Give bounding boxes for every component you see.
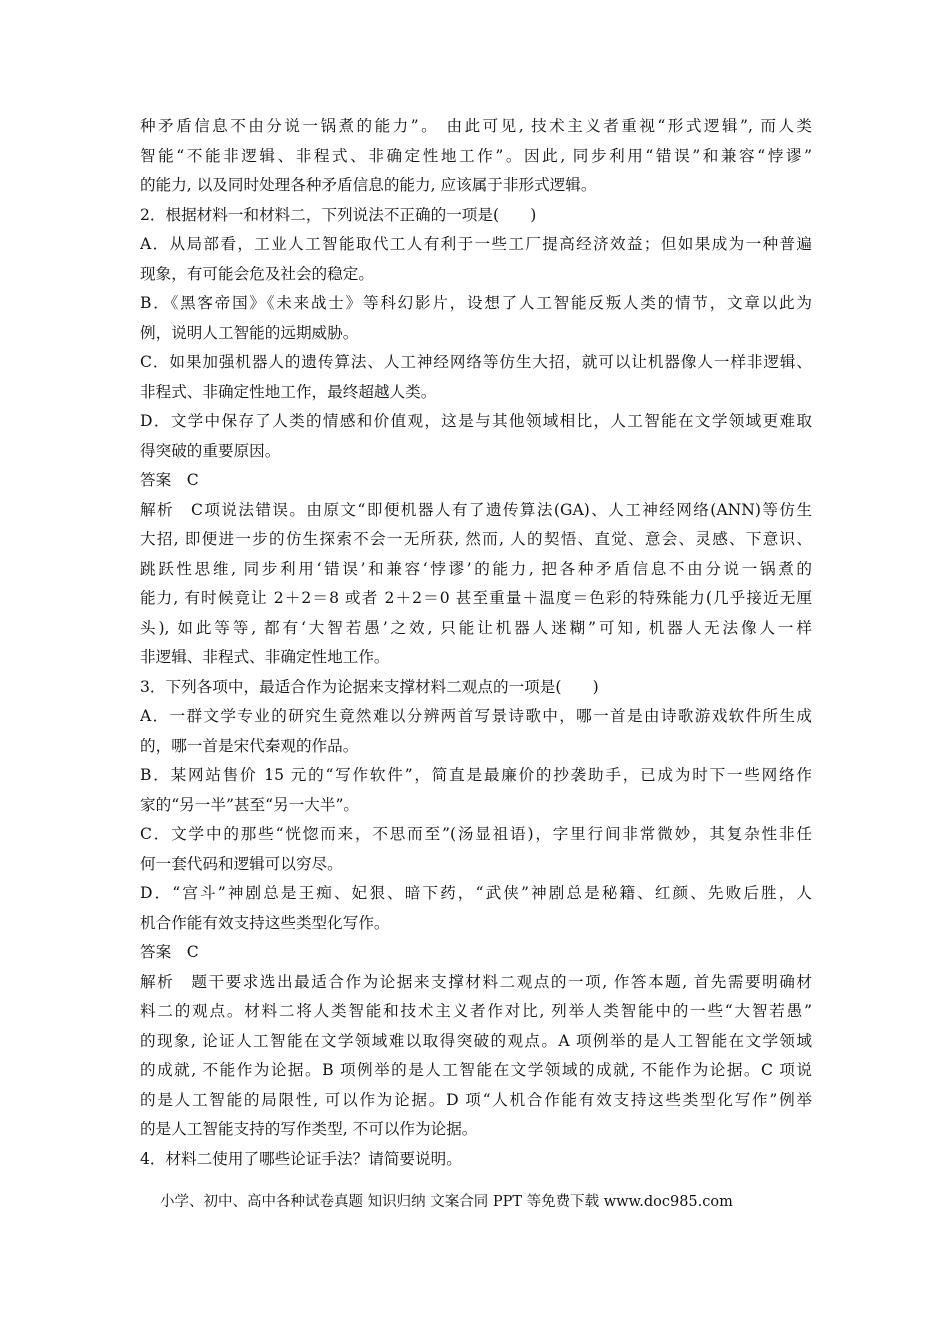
question-2-stem: 2．根据材料一和材料二，下列说法不正确的一项是( ) [140,205,537,224]
analysis-line: 的是人工智能的局限性, 可以作为论据。D 项“人机合作能有效支持这些类型化写作”例举 [140,1090,812,1109]
option-b-line: 家的“另一半”甚至“另一大半”。 [140,795,360,814]
option-d-line: D．文学中保存了人类的情感和价值观，这是与其他领域相比，人工智能在文学领域更难取 [140,412,812,430]
analysis-line: 跳跃性思维, 同步利用‘错误’和兼容‘悖谬’的能力, 把各种矛盾信息不由分说一锅煮的 [140,559,812,578]
page-footer: 小学、初中、高中各种试卷真题 知识归纳 文案合同 PPT 等免费下载 www.doc985.com [160,1194,733,1210]
analysis-line: 的成就, 不能作为论据。B 项例举的是人工智能在文学领域的成就, 不能作为论据。C 项说 [140,1061,812,1079]
analysis-line: 非逻辑、非程式、非确定性地工作。 [140,648,390,666]
text-line: 智能“不能非逻辑、非程式、非确定性地工作”。因此, 同步利用“错误”和兼容“悖谬” [140,146,812,165]
question-3-stem: 3．下列各项中，最适合作为论据来支撑材料二观点的一项是( ) [140,677,599,696]
option-d-line: 得突破的重要原因。 [140,441,281,460]
option-c-line: C．文学中的那些“恍惚而来，不思而至”(汤显祖语)，字里行间非常微妙，其复杂性非任 [140,825,812,843]
option-c-line: 非程式、非确定性地工作，最终超越人类。 [140,382,437,401]
option-d-line: 机合作能有效支持这些类型化写作。 [140,913,390,932]
option-a-line: 现象，有可能会危及社会的稳定。 [140,264,374,283]
analysis-line: 解析 C项说法错误。由原文“即便机器人有了遗传算法(GA)、人工神经网络(ANN)等仿生 [140,500,812,519]
option-a-line: 的，哪一首是宋代秦观的作品。 [140,736,359,755]
option-c-line: C．如果加强机器人的遗传算法、人工神经网络等仿生大招，就可以让机器像人一样非逻辑、 [140,353,812,371]
analysis-line: 能力, 有时候竟让 2＋2＝8 或者 2＋2＝0 甚至重量＋温度＝色彩的特殊能力(几乎接近无厘 [140,589,812,607]
option-c-line: 何一套代码和逻辑可以穷尽。 [140,854,343,873]
analysis-line: 大招, 即便进一步的仿生探索不会一无所获, 然而, 人的契悟、直觉、意会、灵感、下意识、 [140,530,812,548]
option-a-line: A．一群文学专业的研究生竟然难以分辨两首写景诗歌中，哪一首是由诗歌游戏软件所生成 [140,707,812,725]
analysis-line: 的现象, 论证人工智能在文学领域难以取得突破的观点。A 项例举的是人工智能在文学领域 [140,1031,812,1050]
question-4-stem: 4．材料二使用了哪些论证手法？请简要说明。 [140,1149,462,1168]
option-d-line: D．“宫斗”神剧总是王痴、妃狠、暗下药，“武侠”神剧总是秘籍、红颜、先败后胜，人 [140,884,812,902]
answer-line: 答案 C [140,943,199,961]
analysis-line: 料二的观点。材料二将人类智能和技术主义者作对比, 列举人类智能中的一些“大智若愚” [140,1002,812,1020]
text-line: 的能力, 以及同时处理各种矛盾信息的能力, 应该属于非形式逻辑。 [140,176,597,194]
analysis-line: 头), 如此等等, 都有‘大智若愚’之效, 只能让机器人迷糊”可知, 机器人无法像人一样 [140,618,812,637]
analysis-line: 的是人工智能支持的写作类型, 不可以作为论据。 [140,1120,478,1138]
option-b-line: B．《黑客帝国》《未来战士》等科幻影片，设想了人工智能反叛人类的情节，文章以此为 [140,294,812,312]
text-line: 种矛盾信息不由分说一锅煮的能力”。 由此可见, 技术主义者重视“形式逻辑”, 而人类 [140,117,812,135]
option-b-line: 例，说明人工智能的远期威胁。 [140,323,359,342]
option-b-line: B．某网站售价 15 元的“写作软件”，简直是最廉价的抄袭助手，已成为时下一些网络作 [140,766,812,784]
document-body [140,112,812,1174]
answer-line: 答案 C [140,471,199,489]
analysis-line: 解析 题干要求选出最适合作为论据来支撑材料二观点的一项, 作答本题, 首先需要明确材 [140,972,812,991]
option-a-line: A．从局部看，工业人工智能取代工人有利于一些工厂提高经济效益；但如果成为一种普遍 [140,235,812,253]
